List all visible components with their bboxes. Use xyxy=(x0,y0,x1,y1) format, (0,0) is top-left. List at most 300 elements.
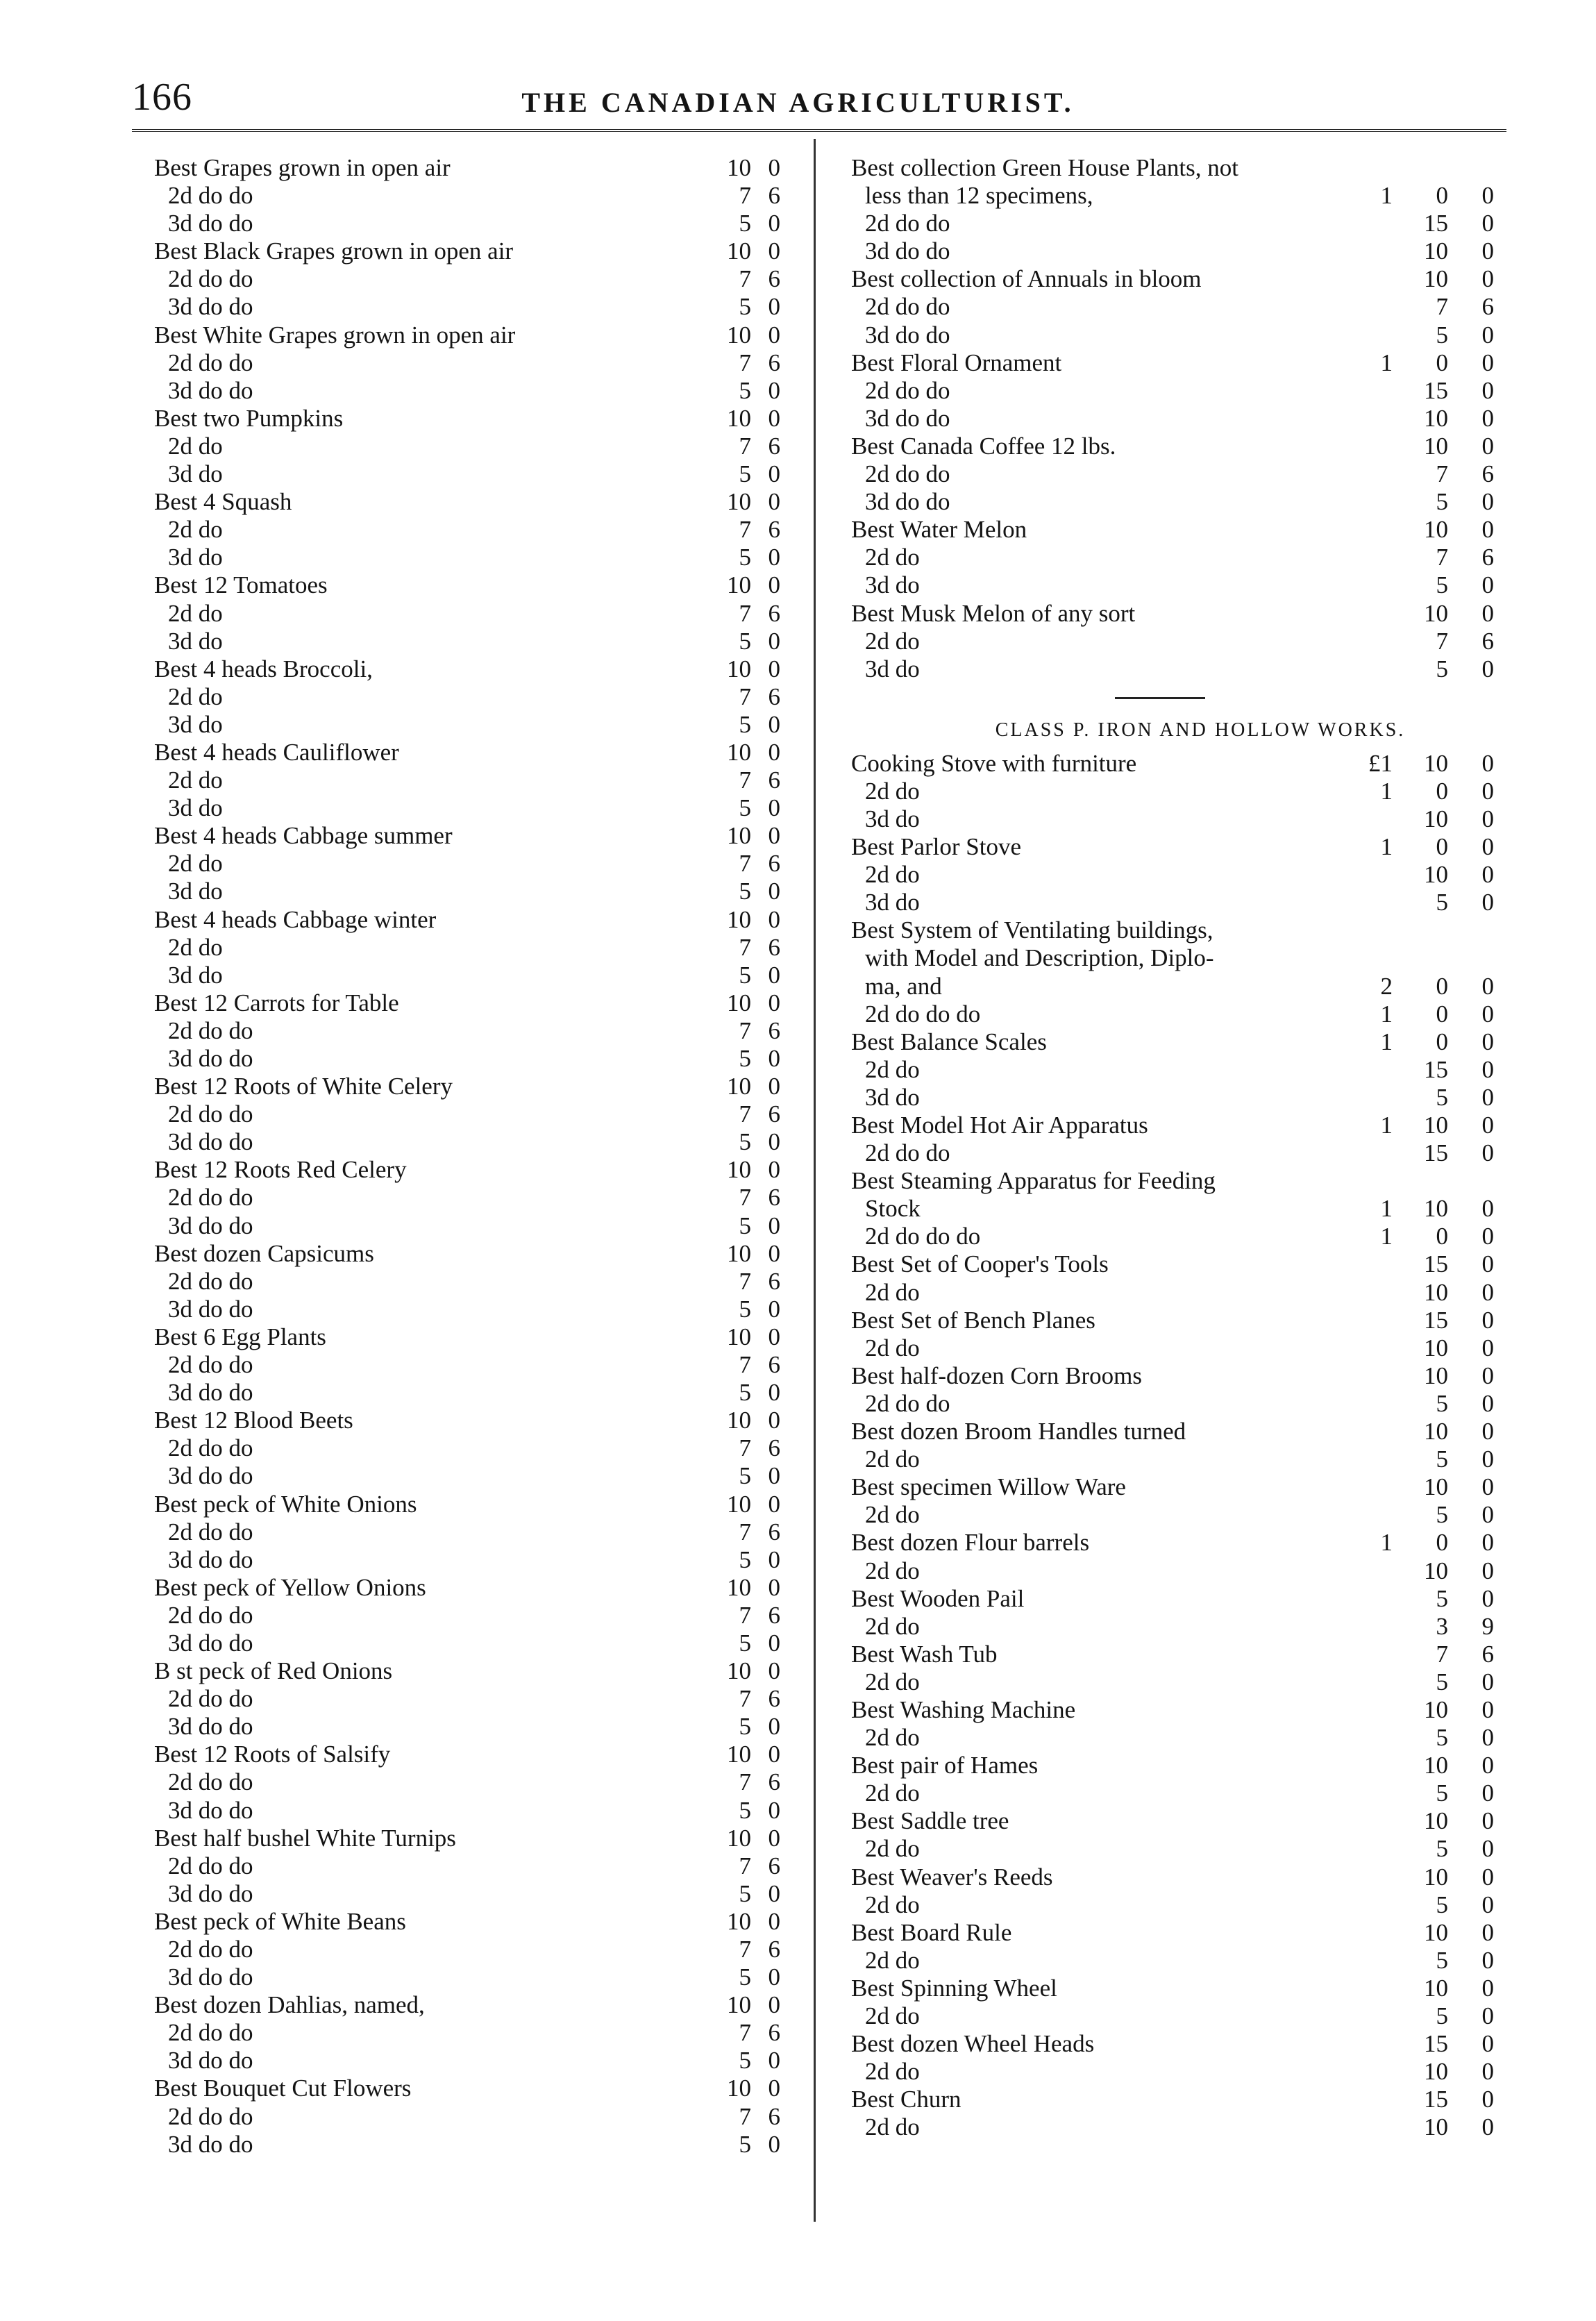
prize-row xyxy=(851,750,1494,778)
prize-row xyxy=(851,1250,1494,1278)
prize-shillings: 5 xyxy=(739,1128,751,1156)
prize-label: 2d do do xyxy=(865,210,950,237)
prize-row xyxy=(154,683,780,711)
prize-row xyxy=(154,1602,780,1629)
prize-row xyxy=(851,182,1494,210)
prize-label: 2d do xyxy=(865,1891,920,1918)
prize-pence: 0 xyxy=(768,1879,780,1907)
prize-shillings: 7 xyxy=(739,1936,751,1963)
right-column-bottom-list xyxy=(851,750,1494,2142)
prize-label: 2d do xyxy=(865,1446,920,1473)
prize-pence: 0 xyxy=(1481,805,1494,832)
prize-shillings: 5 xyxy=(1436,889,1448,916)
prize-label: 2d do do xyxy=(865,293,950,321)
prize-row xyxy=(851,1779,1494,1807)
prize-shillings: 10 xyxy=(727,321,751,349)
prize-shillings: 7 xyxy=(739,1100,751,1128)
prize-row xyxy=(851,1223,1494,1250)
prize-shillings: 10 xyxy=(727,1907,751,1935)
prize-pence: 0 xyxy=(768,2047,780,2075)
prize-pence: 0 xyxy=(1481,432,1494,460)
prize-row xyxy=(851,944,1494,972)
prize-pence: 0 xyxy=(768,210,780,237)
prize-shillings: 10 xyxy=(1424,749,1448,777)
prize-shillings: 10 xyxy=(1424,1112,1448,1139)
prize-label: Best 12 Carrots for Table xyxy=(154,989,399,1016)
prize-label: 3d do xyxy=(168,961,223,989)
prize-shillings: 10 xyxy=(1424,1863,1448,1891)
prize-label: ma, and xyxy=(865,972,942,1000)
prize-row xyxy=(851,1613,1494,1641)
prize-row xyxy=(851,1947,1494,1975)
prize-shillings: 7 xyxy=(739,1685,751,1713)
prize-pence: 0 xyxy=(768,571,780,599)
prize-pence: 0 xyxy=(768,376,780,404)
prize-shillings: 10 xyxy=(1424,1557,1448,1584)
prize-label: 3d do do xyxy=(168,1796,253,1824)
prize-pence: 6 xyxy=(768,1351,780,1379)
prize-shillings: 10 xyxy=(727,154,751,181)
prize-pence: 0 xyxy=(1481,237,1494,265)
prize-row xyxy=(851,2002,1494,2030)
prize-label: 2d do xyxy=(168,599,223,627)
prize-row xyxy=(851,889,1494,916)
prize-pence: 0 xyxy=(1481,571,1494,599)
prize-label: Best 4 heads Cabbage summer xyxy=(154,822,453,850)
prize-shillings: 5 xyxy=(739,1796,751,1824)
prize-shillings: 10 xyxy=(1424,237,1448,265)
prize-pence: 0 xyxy=(768,1156,780,1184)
prize-pence: 6 xyxy=(768,349,780,376)
prize-pence: 6 xyxy=(768,265,780,293)
prize-pence: 0 xyxy=(768,1991,780,2019)
prize-label: Best Canada Coffee 12 lbs. xyxy=(851,432,1116,460)
prize-row xyxy=(154,711,780,739)
prize-label: Best Wash Tub xyxy=(851,1640,998,1668)
prize-pence: 0 xyxy=(768,1379,780,1407)
prize-shillings: 7 xyxy=(739,2102,751,2130)
prize-shillings: 5 xyxy=(1436,1584,1448,1612)
prize-shillings: 10 xyxy=(1424,2058,1448,2086)
prize-shillings: 10 xyxy=(1424,1361,1448,1389)
prize-label: 2d do xyxy=(168,850,223,878)
prize-row xyxy=(154,1657,780,1685)
prize-shillings: 10 xyxy=(1424,1278,1448,1306)
prize-pounds: 1 xyxy=(1380,1529,1393,1557)
prize-shillings: 15 xyxy=(1424,210,1448,237)
prize-shillings: 10 xyxy=(727,1991,751,2019)
class-heading: CLASS P. IRON AND HOLLOW WORKS. xyxy=(995,719,1406,741)
prize-pence: 0 xyxy=(1481,1529,1494,1557)
prize-label: Best collection of Annuals in bloom xyxy=(851,265,1202,293)
prize-pence: 0 xyxy=(768,655,780,682)
prize-pence: 0 xyxy=(1481,1000,1494,1028)
prize-row xyxy=(851,916,1494,944)
prize-shillings: 7 xyxy=(739,682,751,710)
prize-pence: 0 xyxy=(768,321,780,349)
prize-label: Best Set of Bench Planes xyxy=(851,1306,1095,1334)
prize-label: Best Parlor Stove xyxy=(851,833,1021,861)
prize-pence: 0 xyxy=(1481,376,1494,404)
prize-row xyxy=(851,1891,1494,1919)
prize-row xyxy=(851,1529,1494,1557)
prize-row xyxy=(154,516,780,544)
prize-label: Best 4 heads Cauliflower xyxy=(154,738,399,766)
prize-label: Best White Grapes grown in open air xyxy=(154,321,516,349)
prize-shillings: 10 xyxy=(1424,1695,1448,1723)
prize-label: Best Black Grapes grown in open air xyxy=(154,237,514,265)
prize-label: 3d do do xyxy=(168,1963,253,1991)
prize-pence: 0 xyxy=(768,1239,780,1267)
prize-pence: 6 xyxy=(1481,544,1494,571)
prize-label: 3d do xyxy=(865,1083,920,1111)
prize-row xyxy=(851,1112,1494,1139)
prize-shillings: 10 xyxy=(1424,1418,1448,1446)
prize-shillings: 7 xyxy=(739,2019,751,2047)
prize-label: 2d do do xyxy=(168,349,253,376)
prize-row xyxy=(851,655,1494,683)
prize-label: Best 6 Egg Plants xyxy=(154,1323,326,1350)
prize-row xyxy=(154,405,780,433)
prize-shillings: 10 xyxy=(1424,805,1448,832)
prize-pence: 0 xyxy=(768,1462,780,1490)
prize-label: 2d do xyxy=(865,2058,920,2086)
prize-pence: 6 xyxy=(1481,460,1494,488)
prize-label: Best Saddle tree xyxy=(851,1807,1009,1835)
prize-pence: 0 xyxy=(768,961,780,989)
prize-row xyxy=(154,321,780,349)
prize-shillings: 5 xyxy=(739,544,751,571)
prize-shillings: 0 xyxy=(1436,777,1448,805)
prize-label: 2d do xyxy=(865,1724,920,1752)
prize-pence: 0 xyxy=(768,154,780,181)
prize-label: Best Board Rule xyxy=(851,1918,1012,1946)
prize-shillings: 3 xyxy=(1436,1612,1448,1640)
prize-pence: 0 xyxy=(768,1573,780,1601)
prize-pence: 0 xyxy=(1481,972,1494,1000)
prize-shillings: 10 xyxy=(727,571,751,599)
prize-shillings: 7 xyxy=(739,432,751,460)
prize-shillings: 7 xyxy=(739,516,751,544)
prize-label: 2d do xyxy=(865,1612,920,1640)
running-title: THE CANADIAN AGRICULTURIST. xyxy=(521,87,1075,118)
prize-label: 3d do xyxy=(168,710,223,738)
prize-shillings: 5 xyxy=(1436,1446,1448,1473)
prize-shillings: 5 xyxy=(739,1045,751,1072)
prize-shillings: 10 xyxy=(1424,1807,1448,1835)
prize-shillings: 15 xyxy=(1424,1055,1448,1083)
prize-shillings: 15 xyxy=(1424,376,1448,404)
prize-row xyxy=(154,293,780,321)
prize-shillings: 10 xyxy=(1424,861,1448,889)
prize-label: Best Balance Scales xyxy=(851,1028,1047,1055)
prize-label: Best dozen Broom Handles turned xyxy=(851,1418,1186,1446)
prize-pence: 0 xyxy=(1481,1418,1494,1446)
prize-label: Best 12 Tomatoes xyxy=(154,571,328,599)
prize-shillings: 5 xyxy=(1436,1668,1448,1695)
prize-shillings: 10 xyxy=(727,1490,751,1518)
prize-row xyxy=(154,1797,780,1825)
prize-label: 2d do do do xyxy=(865,1223,981,1250)
prize-label: Best Washing Machine xyxy=(851,1695,1076,1723)
prize-label: 2d do xyxy=(865,2002,920,2029)
prize-row xyxy=(154,1240,780,1268)
prize-shillings: 5 xyxy=(1436,2002,1448,2029)
prize-label: Best Grapes grown in open air xyxy=(154,154,451,181)
prize-row xyxy=(154,154,780,182)
prize-shillings: 5 xyxy=(1436,1946,1448,1974)
prize-row xyxy=(851,805,1494,833)
prize-label: 2d do xyxy=(865,2113,920,2141)
prize-shillings: 5 xyxy=(1436,1724,1448,1752)
prize-pence: 0 xyxy=(1481,1779,1494,1807)
prize-shillings: 5 xyxy=(1436,571,1448,599)
prize-row xyxy=(154,1825,780,1852)
prize-label: 2d do xyxy=(168,516,223,544)
prize-pence: 6 xyxy=(768,2102,780,2130)
prize-pence: 6 xyxy=(768,432,780,460)
prize-pence: 6 xyxy=(768,1936,780,1963)
prize-shillings: 7 xyxy=(1436,627,1448,655)
prize-pence: 0 xyxy=(1481,1446,1494,1473)
prize-pence: 6 xyxy=(768,1518,780,1545)
prize-shillings: 15 xyxy=(1424,1306,1448,1334)
prize-pounds: 1 xyxy=(1380,1028,1393,1055)
prize-label: Best System of Ventilating buildings, xyxy=(851,916,1213,944)
prize-pounds: 1 xyxy=(1380,349,1393,376)
prize-label: 2d do do xyxy=(168,1267,253,1295)
prize-label: 2d do do xyxy=(168,1100,253,1128)
prize-label: Best Set of Cooper's Tools xyxy=(851,1250,1109,1278)
prize-shillings: 5 xyxy=(739,1879,751,1907)
prize-shillings: 7 xyxy=(739,265,751,293)
prize-row xyxy=(851,1975,1494,2002)
prize-pence: 6 xyxy=(768,682,780,710)
prize-row xyxy=(154,2075,780,2102)
prize-row xyxy=(154,265,780,293)
prize-label: Best half bushel White Turnips xyxy=(154,1824,456,1852)
prize-row xyxy=(154,878,780,905)
prize-label: Best dozen Flour barrels xyxy=(851,1529,1090,1557)
prize-pence: 0 xyxy=(1481,1083,1494,1111)
prize-label: Best 12 Roots of Salsify xyxy=(154,1741,391,1768)
prize-label: 3d do do xyxy=(168,293,253,321)
prize-label: 3d do xyxy=(168,794,223,822)
prize-shillings: 10 xyxy=(1424,1195,1448,1223)
prize-shillings: 5 xyxy=(1436,488,1448,516)
prize-label: 3d do do xyxy=(168,1879,253,1907)
prize-row xyxy=(154,1936,780,1963)
prize-label: 2d do do xyxy=(168,1434,253,1462)
prize-label: Best dozen Capsicums xyxy=(154,1239,374,1267)
prize-label: 2d do do xyxy=(168,2019,253,2047)
prize-pence: 0 xyxy=(1481,1501,1494,1529)
prize-row xyxy=(154,1852,780,1880)
prize-shillings: 10 xyxy=(727,1657,751,1685)
prize-shillings: 10 xyxy=(727,2075,751,2102)
prize-shillings: 0 xyxy=(1436,1223,1448,1250)
prize-shillings: 5 xyxy=(1436,655,1448,682)
prize-shillings: 5 xyxy=(1436,1389,1448,1417)
prize-pence: 0 xyxy=(1481,1724,1494,1752)
prize-row xyxy=(154,739,780,766)
prize-row xyxy=(851,377,1494,405)
prize-row xyxy=(154,962,780,989)
prize-pounds: 2 xyxy=(1380,972,1393,1000)
prize-pence: 0 xyxy=(768,1490,780,1518)
section-separator xyxy=(851,683,1494,711)
prize-pence: 0 xyxy=(1481,1361,1494,1389)
prize-row xyxy=(154,934,780,962)
prize-label: 2d do xyxy=(168,682,223,710)
prize-row xyxy=(154,182,780,210)
prize-label: 3d do do xyxy=(168,2047,253,2075)
prize-shillings: 10 xyxy=(1424,1334,1448,1361)
prize-label: 3d do do xyxy=(168,1629,253,1657)
prize-row xyxy=(851,1167,1494,1195)
prize-shillings: 5 xyxy=(1436,321,1448,349)
prize-label: 3d do xyxy=(168,544,223,571)
prize-pence: 0 xyxy=(1481,1946,1494,1974)
prize-shillings: 15 xyxy=(1424,1139,1448,1167)
page-header xyxy=(0,0,1596,160)
prize-pence: 0 xyxy=(768,1629,780,1657)
prize-shillings: 7 xyxy=(739,766,751,794)
prize-label: 2d do do xyxy=(168,2102,253,2130)
prize-row xyxy=(154,237,780,265)
prize-label: Best Model Hot Air Apparatus xyxy=(851,1112,1148,1139)
prize-label: 2d do do xyxy=(865,1139,950,1167)
prize-shillings: 5 xyxy=(739,293,751,321)
prize-pence: 0 xyxy=(1481,1473,1494,1501)
prize-pence: 0 xyxy=(1481,2113,1494,2141)
prize-row xyxy=(154,1574,780,1602)
prize-shillings: 5 xyxy=(739,878,751,905)
prize-row xyxy=(154,2019,780,2047)
prize-label: 2d do xyxy=(865,861,920,889)
prize-row xyxy=(154,2047,780,2075)
prize-label: 3d do xyxy=(168,460,223,488)
prize-pence: 0 xyxy=(768,1713,780,1741)
prize-row xyxy=(851,405,1494,433)
prize-pence: 0 xyxy=(1481,1918,1494,1946)
prize-shillings: 10 xyxy=(1424,265,1448,293)
prize-shillings: 10 xyxy=(1424,516,1448,544)
prize-row xyxy=(851,600,1494,628)
prize-shillings: 7 xyxy=(739,1351,751,1379)
prize-row xyxy=(851,321,1494,349)
prize-pence: 0 xyxy=(768,293,780,321)
prize-row xyxy=(851,1028,1494,1056)
prize-pence: 0 xyxy=(768,2130,780,2158)
prize-shillings: 10 xyxy=(727,1073,751,1100)
prize-label: 2d do do xyxy=(168,1936,253,1963)
prize-row xyxy=(851,1139,1494,1167)
prize-pence: 0 xyxy=(1481,2086,1494,2113)
prize-shillings: 10 xyxy=(1424,1752,1448,1779)
prize-shillings: 7 xyxy=(739,850,751,878)
prize-shillings: 7 xyxy=(1436,544,1448,571)
prize-row xyxy=(154,1100,780,1128)
prize-pence: 0 xyxy=(768,1128,780,1156)
prize-pence: 6 xyxy=(768,1601,780,1629)
prize-label: Best 4 Squash xyxy=(154,488,292,516)
prize-label: 2d do do xyxy=(865,460,950,488)
prize-shillings: 15 xyxy=(1424,2030,1448,2058)
prize-pence: 6 xyxy=(768,1267,780,1295)
prize-label: 3d do xyxy=(865,655,920,682)
prize-pence: 0 xyxy=(1481,655,1494,682)
prize-pence: 0 xyxy=(1481,516,1494,544)
prize-label: 3d do do xyxy=(168,1212,253,1239)
prize-row xyxy=(851,544,1494,571)
prize-row xyxy=(154,2103,780,2131)
prize-label: 2d do xyxy=(865,1278,920,1306)
prize-shillings: 0 xyxy=(1436,972,1448,1000)
column-divider xyxy=(814,139,816,2222)
prize-label: 3d do xyxy=(865,571,920,599)
prize-label: Cooking Stove with furniture xyxy=(851,749,1137,777)
prize-label: 3d do do xyxy=(168,1379,253,1407)
prize-row xyxy=(154,1156,780,1184)
prize-row xyxy=(851,1668,1494,1696)
prize-label: 2d do xyxy=(865,1334,920,1361)
prize-pence: 0 xyxy=(1481,2030,1494,2058)
prize-shillings: 10 xyxy=(1424,599,1448,627)
prize-shillings: 0 xyxy=(1436,1028,1448,1055)
prize-row xyxy=(851,1863,1494,1891)
prize-label: 3d do do xyxy=(168,2130,253,2158)
prize-row xyxy=(851,1641,1494,1668)
prize-pounds: 1 xyxy=(1380,182,1393,210)
prize-pence: 9 xyxy=(1481,1612,1494,1640)
prize-label: Best 12 Roots of White Celery xyxy=(154,1073,453,1100)
prize-row xyxy=(154,1017,780,1045)
prize-label: 2d do xyxy=(865,1668,920,1695)
prize-row xyxy=(851,1056,1494,1084)
prize-shillings: 5 xyxy=(739,1212,751,1239)
prize-row xyxy=(154,1963,780,1991)
prize-label: 3d do do xyxy=(168,1128,253,1156)
prize-pence: 6 xyxy=(768,1100,780,1128)
prize-row xyxy=(154,349,780,377)
prize-label: 3d do xyxy=(168,878,223,905)
prize-pence: 0 xyxy=(1481,833,1494,861)
prize-pence: 0 xyxy=(768,989,780,1016)
prize-label: 2d do do xyxy=(168,1601,253,1629)
prize-row xyxy=(851,516,1494,544)
prize-row xyxy=(851,973,1494,1000)
prize-pence: 6 xyxy=(768,1768,780,1796)
prize-row xyxy=(154,460,780,488)
prize-label: 3d do xyxy=(865,889,920,916)
prize-row xyxy=(851,1362,1494,1390)
prize-row xyxy=(154,766,780,794)
prize-shillings: 5 xyxy=(739,710,751,738)
prize-label: 3d do do xyxy=(168,1545,253,1573)
prize-label: Best two Pumpkins xyxy=(154,404,344,432)
prize-pence: 0 xyxy=(768,1741,780,1768)
prize-pence: 0 xyxy=(1481,1195,1494,1223)
prize-label: 2d do do xyxy=(865,1389,950,1417)
prize-pence: 0 xyxy=(1481,1974,1494,2002)
prize-row xyxy=(851,833,1494,861)
prize-row xyxy=(851,154,1494,182)
prize-pence: 0 xyxy=(768,544,780,571)
prize-label: 2d do do xyxy=(865,376,950,404)
prize-label: B st peck of Red Onions xyxy=(154,1657,393,1685)
prize-pence: 0 xyxy=(1481,1835,1494,1863)
